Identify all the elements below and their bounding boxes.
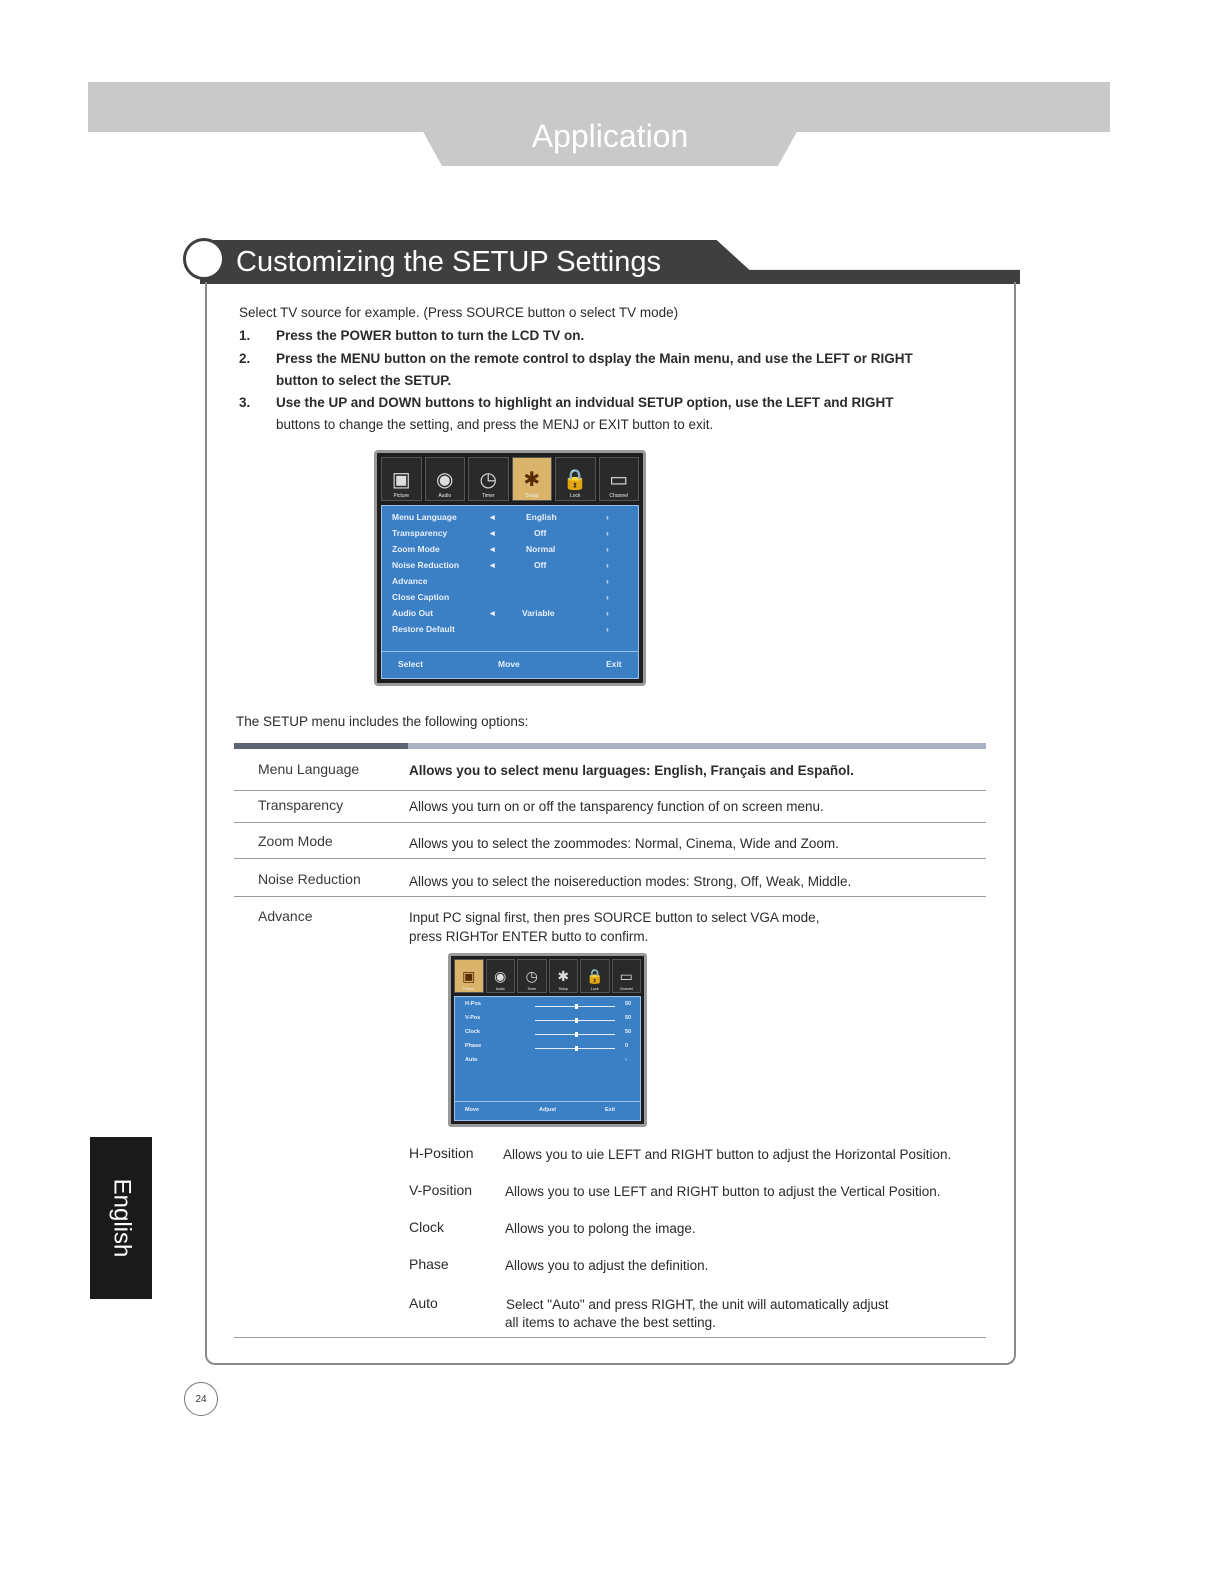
sub-option-name: Auto bbox=[409, 1295, 438, 1311]
option-name: Zoom Mode bbox=[258, 833, 333, 849]
content-frame bbox=[205, 282, 1016, 1365]
channel-icon: ▭ Channel bbox=[599, 457, 640, 501]
footer-move: Move bbox=[498, 659, 520, 669]
sub-option-desc: Allows you to uie LEFT and RIGHT button to adjust the Horizontal Position. bbox=[503, 1147, 952, 1162]
slider-track bbox=[535, 1048, 615, 1049]
option-desc: press RIGHTor ENTER butto to confirm. bbox=[409, 929, 649, 944]
table-divider bbox=[234, 822, 986, 823]
tv-menu-panel bbox=[381, 505, 639, 653]
tv2-footer bbox=[454, 1101, 641, 1121]
section-bullet-circle bbox=[183, 238, 225, 280]
step-text: button to select the SETUP. bbox=[276, 373, 452, 388]
sub-option-name: H-Position bbox=[409, 1145, 474, 1161]
option-name: Transparency bbox=[258, 797, 344, 813]
tv-advance-menu bbox=[448, 953, 647, 1127]
sub-option-desc: Allows you to adjust the definition. bbox=[505, 1258, 709, 1273]
tv-setup-menu bbox=[374, 450, 646, 686]
slider-knob bbox=[575, 1032, 578, 1037]
tv2-icon-bar bbox=[454, 959, 641, 993]
tv-menu-row: Transparency ◄ Off › bbox=[392, 528, 609, 538]
footer-exit: Exit bbox=[606, 659, 622, 669]
option-desc: Input PC signal first, then pres SOURCE button to select VGA mode, bbox=[409, 910, 820, 925]
table-header-bar bbox=[408, 743, 986, 749]
audio-icon: ◉ Audio bbox=[425, 457, 466, 501]
picture-icon: ▣ Picture bbox=[454, 959, 484, 993]
footer-select: Select bbox=[398, 659, 424, 669]
intro-text: Select TV source for example. (Press SOURCE button o select TV mode) bbox=[239, 305, 679, 320]
tv2-panel bbox=[454, 996, 641, 1104]
sub-option-name: Phase bbox=[409, 1256, 449, 1272]
sub-option-desc: Allows you to polong the image. bbox=[505, 1221, 696, 1236]
table-divider bbox=[234, 858, 986, 859]
lock-icon: 🔒 Lock bbox=[580, 959, 610, 993]
page-number: 24 bbox=[184, 1382, 218, 1416]
tv-menu-row: Close Caption › bbox=[392, 592, 609, 602]
tv-menu-row: Audio Out ◄ Variable › bbox=[392, 608, 609, 618]
language-side-label: English bbox=[108, 1178, 135, 1258]
option-desc: Allows you turn on or off the tansparency function of on screen menu. bbox=[409, 799, 824, 814]
sub-option-name: V-Position bbox=[409, 1182, 473, 1198]
tv2-row: Phase 0 bbox=[465, 1043, 629, 1049]
table-divider bbox=[234, 896, 986, 897]
language-side-tab-label-wrap bbox=[90, 1137, 152, 1299]
tv2-row: V-Pos 50 bbox=[465, 1015, 632, 1021]
footer-move: Move bbox=[465, 1107, 480, 1113]
slider-track bbox=[535, 1006, 615, 1007]
sub-option-name: Clock bbox=[409, 1219, 445, 1235]
channel-icon: ▭ Channel bbox=[612, 959, 642, 993]
sub-option-desc: Select "Auto" and press RIGHT, the unit will automatically adjust bbox=[506, 1297, 889, 1312]
tv-menu-footer bbox=[381, 651, 639, 679]
option-desc: Allows you to select the noisereduction modes: Strong, Off, Weak, Middle. bbox=[409, 874, 852, 889]
table-header-bar bbox=[234, 743, 408, 749]
option-name: Menu Language bbox=[258, 761, 360, 777]
table-bottom-rule bbox=[234, 1337, 986, 1338]
step-number: 3. bbox=[239, 395, 251, 410]
option-desc: Allows you to select menu larguages: English, Français and Español. bbox=[409, 763, 854, 778]
step-text: Use the UP and DOWN buttons to highlight an indvidual SETUP option, use the LEFT and RIGHT bbox=[276, 395, 894, 410]
slider-track bbox=[535, 1020, 615, 1021]
section-title: Customizing the SETUP Settings bbox=[236, 246, 661, 278]
slider-knob bbox=[575, 1018, 578, 1023]
footer-adjust: Adjust bbox=[539, 1107, 557, 1113]
sub-option-desc: all items to achave the best setting. bbox=[505, 1315, 716, 1330]
tv2-row: H-Pos 50 bbox=[465, 1001, 632, 1007]
tv-menu-row: Noise Reduction ◄ Off › bbox=[392, 560, 609, 570]
tv2-row: Auto › bbox=[465, 1057, 627, 1063]
tv2-row: Clock 50 bbox=[465, 1029, 632, 1035]
sub-option-desc: Allows you to use LEFT and RIGHT button to adjust the Vertical Position. bbox=[505, 1184, 941, 1199]
option-desc: Allows you to select the zoommodes: Normal, Cinema, Wide and Zoom. bbox=[409, 836, 839, 851]
footer-exit: Exit bbox=[605, 1107, 616, 1113]
setup-icon: ✱ Setup bbox=[512, 457, 553, 501]
timer-icon: ◷ Timer bbox=[517, 959, 547, 993]
tv-menu-icon-bar bbox=[381, 457, 639, 501]
step-text: Press the MENU button on the remote control to dsplay the Main menu, and use the LEFT or RIGHT bbox=[276, 351, 913, 366]
lock-icon: 🔒 Lock bbox=[555, 457, 596, 501]
step-number: 2. bbox=[239, 351, 251, 366]
slider-knob bbox=[575, 1004, 578, 1009]
option-name: Noise Reduction bbox=[258, 871, 361, 887]
options-intro: The SETUP menu includes the following options: bbox=[236, 714, 529, 729]
picture-icon: ▣ Picture bbox=[381, 457, 422, 501]
step-text: buttons to change the setting, and press the MENJ or EXIT button to exit. bbox=[276, 417, 714, 432]
tv-menu-row: Advance › bbox=[392, 576, 609, 586]
slider-knob bbox=[575, 1046, 578, 1051]
tv-menu-row: Restore Default › bbox=[392, 624, 609, 634]
timer-icon: ◷ Timer bbox=[468, 457, 509, 501]
step-text: Press the POWER button to turn the LCD TV on. bbox=[276, 328, 585, 343]
page-header-title: Application bbox=[531, 118, 689, 154]
setup-icon: ✱ Setup bbox=[549, 959, 579, 993]
audio-icon: ◉ Audio bbox=[486, 959, 516, 993]
option-name: Advance bbox=[258, 908, 313, 924]
slider-track bbox=[535, 1034, 615, 1035]
tv-menu-row: Menu Language ◄ English › bbox=[392, 512, 609, 522]
tv-menu-row: Zoom Mode ◄ Normal › bbox=[392, 544, 609, 554]
table-divider bbox=[234, 790, 986, 791]
step-number: 1. bbox=[239, 328, 251, 343]
